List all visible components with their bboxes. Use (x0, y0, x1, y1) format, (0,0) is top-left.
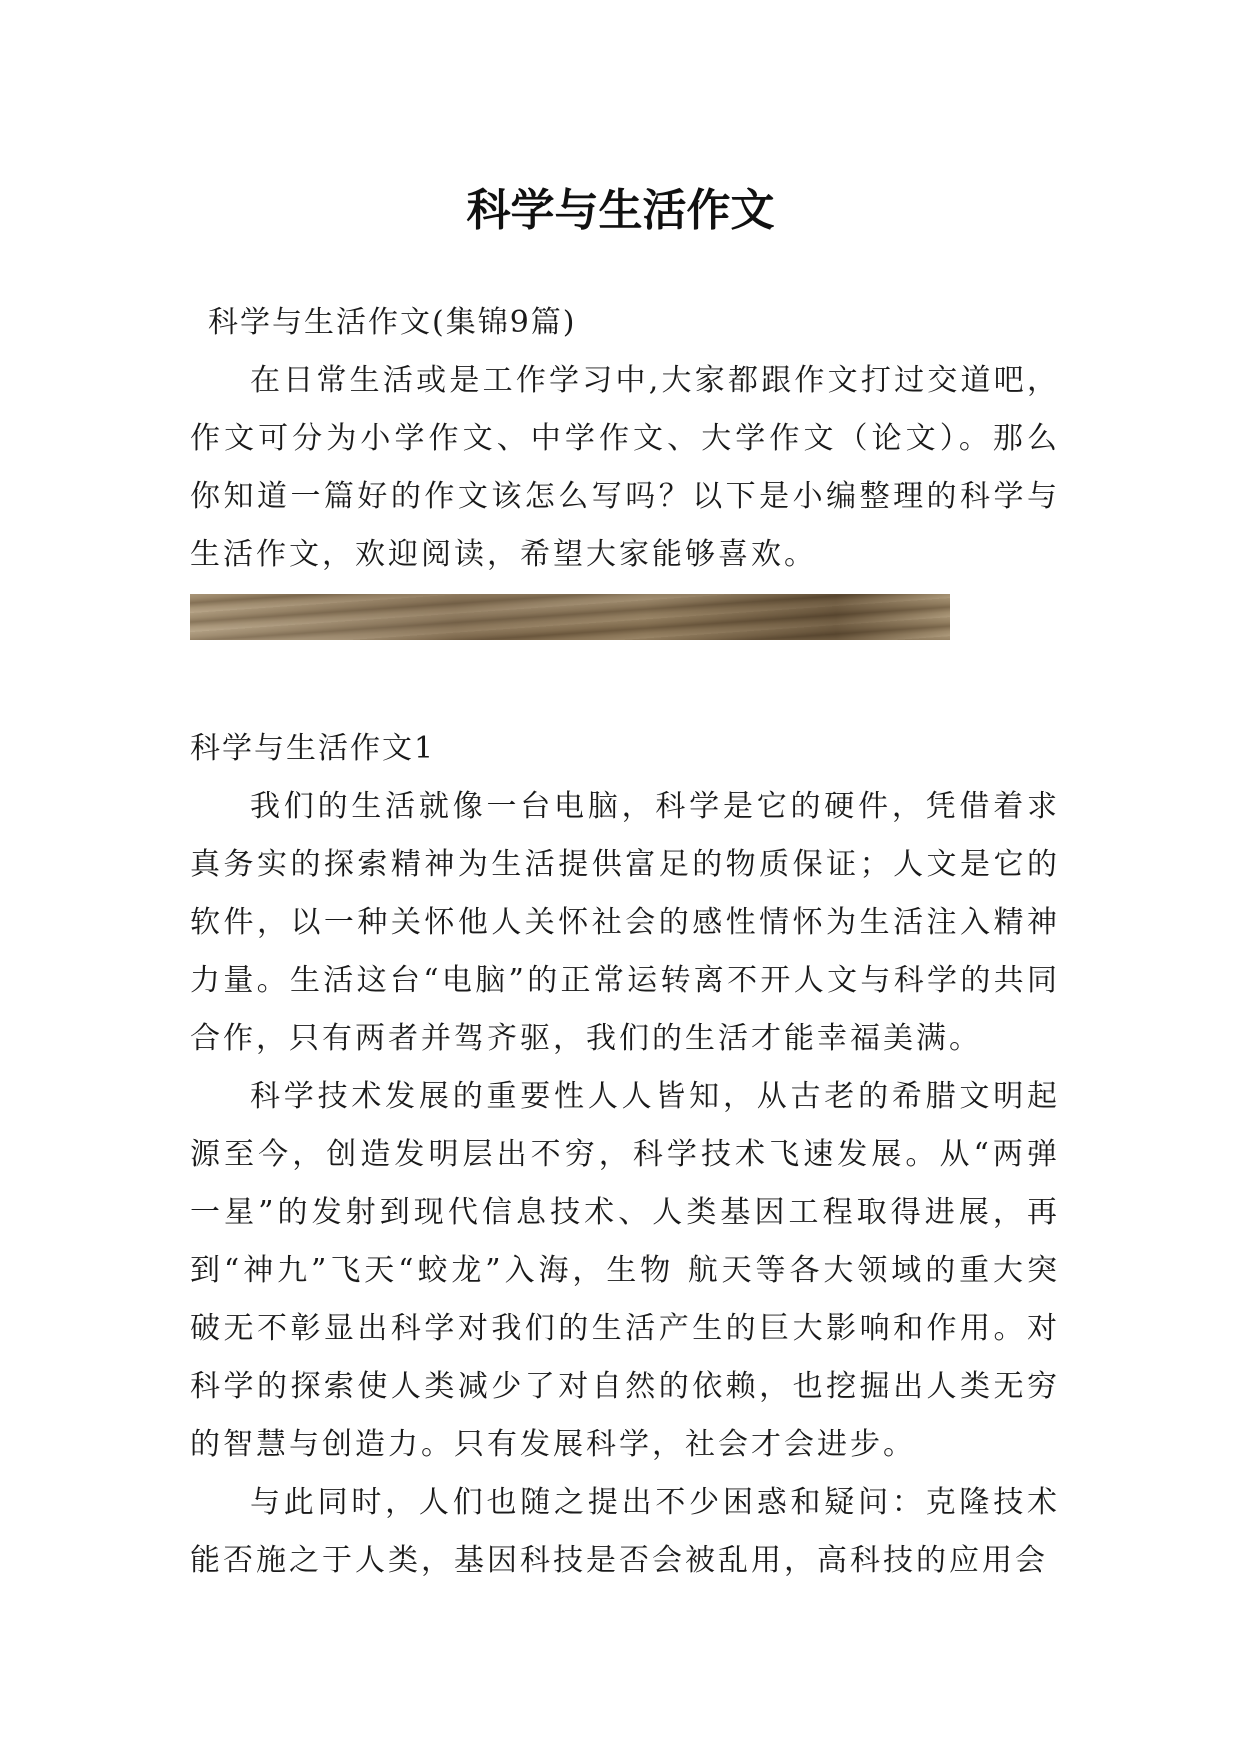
body-paragraph-2: 科学技术发展的重要性人人皆知，从古老的希腊文明起源至今，创造发明层出不穷，科学技术飞速发展。从“两弹一星”的发射到现代信息技术、人类基因工程取得进展，再到“神九”飞天“蛟龙”入海，生物 航天等各大领域的重大突破无不彰显出科学对我们的生活产生的巨大影响和作用。对科学的探索使人类减少了对自然的依赖，也挖掘出人类无穷的智慧与创造力。只有发展科学，社会才会进步。 (190, 1079, 1060, 1462)
section-heading: 科学与生活作文1 (190, 731, 436, 766)
intro-paragraph: 在日常生活或是工作学习中,大家都跟作文打过交道吧，作文可分为小学作文、中学作文、大学作文（论文）。那么你知道一篇好的作文该怎么写吗？以下是小编整理的科学与生活作文，欢迎阅读，希望大家能够喜欢。 (190, 363, 1060, 572)
document-body (190, 294, 1060, 1590)
document-subtitle: 科学与生活作文(集锦9篇) (208, 305, 577, 340)
body-paragraph-3: 与此同时，人们也随之提出不少困惑和疑问：克隆技术能否施之于人类，基因科技是否会被乱用，高科技的应用会 (190, 1485, 1060, 1578)
decorative-wood-banner (190, 594, 950, 640)
page-title: 科学与生活作文 (466, 185, 775, 237)
body-paragraph-1: 我们的生活就像一台电脑，科学是它的硬件，凭借着求真务实的探索精神为生活提供富足的物质保证；人文是它的软件，以一种关怀他人关怀社会的感性情怀为生活注入精神力量。生活这台“电脑”的正常运转离不开人文与科学的共同合作，只有两者并驾齐驱，我们的生活才能幸福美满。 (190, 789, 1060, 1056)
